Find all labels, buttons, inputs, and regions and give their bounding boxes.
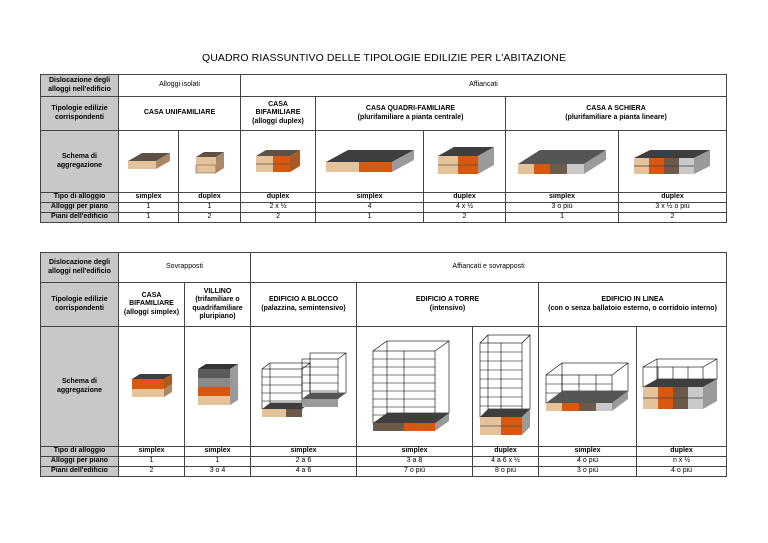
type-casa-quadrifamiliare: CASA QUADRI-FAMILIARE (plurifamiliare a pianta centrale) [316,97,506,131]
row-label-per-piano: Alloggi per piano [41,457,119,467]
schema-cell [424,131,506,193]
cell-tipo: simplex [506,193,619,203]
row-label-tipo: Tipo di alloggio [41,193,119,203]
cell-per-piano: 3 o più [506,203,619,213]
cell-piani: 2 [241,213,316,223]
group-alloggi-isolati: Alloggi isolati [119,75,241,97]
type-casa-unifamiliare: CASA UNIFAMILIARE [119,97,241,131]
cell-per-piano: 1 [119,203,179,213]
type-villino: VILLINO (trifamiliare o quadrifamiliare pluripiano) [185,283,251,327]
summary-table-sovrapposti [40,252,727,477]
cell-tipo: simplex [357,447,473,457]
schema-cell [241,131,316,193]
cell-piani: 2 [179,213,241,223]
type-edificio-in-linea: EDIFICIO IN LINEA (con o senza ballatoio esterno, o corridoio interno) [539,283,727,327]
row-label-dislocazione: Dislocazione degli alloggi nell'edificio [41,253,119,283]
cell-piani: 8 o più [473,467,539,477]
quadri-simplex-icon [322,142,418,182]
cell-piani: 4 o più [637,467,727,477]
schema-cell [119,131,179,193]
cell-tipo: duplex [424,193,506,203]
cell-tipo: simplex [539,447,637,457]
cell-piani: 3 o 4 [185,467,251,477]
cell-per-piano: n x ½ [637,457,727,467]
schema-cell [185,327,251,447]
row-label-piani: Piani dell'edificio [41,213,119,223]
schema-cell [251,327,357,447]
cell-tipo: simplex [185,447,251,457]
quadri-duplex-icon [432,140,498,184]
bifamiliare-duplex-icon [250,142,306,182]
summary-table-affiancati [40,74,727,223]
stack-two-icon [128,367,176,407]
cell-per-piano: 1 [119,457,185,467]
duplex-brown-icon [190,143,230,181]
group-sovrapposti: Sovrapposti [119,253,251,283]
cell-per-piano: 3 a 8 [357,457,473,467]
schema-cell [539,327,637,447]
cell-piani: 2 [119,467,185,477]
cell-per-piano: 4 [316,203,424,213]
type-casa-bifamiliare: CASA BIFAMILIARE (alloggi simplex) [119,283,185,327]
cell-piani: 1 [506,213,619,223]
cell-tipo: duplex [619,193,727,203]
cell-piani: 2 [424,213,506,223]
schema-cell [637,327,727,447]
cell-tipo: simplex [251,447,357,457]
cell-piani: 4 a 6 [251,467,357,477]
cell-piani: 2 [619,213,727,223]
schema-cell [619,131,727,193]
cell-per-piano: 4 o più [539,457,637,467]
cell-per-piano: 2 a 6 [251,457,357,467]
cell-piani: 1 [119,213,179,223]
group-affiancati: Affiancati [241,75,727,97]
cell-tipo: duplex [473,447,539,457]
type-casa-bifamiliare: CASA BIFAMILIARE (alloggi duplex) [241,97,316,131]
cell-tipo: duplex [241,193,316,203]
cell-tipo: simplex [316,193,424,203]
schiera-simplex-icon [514,142,610,182]
cell-per-piano: 4 a 6 x ½ [473,457,539,467]
schema-cell [473,327,539,447]
cell-piani: 3 o più [539,467,637,477]
cell-piani: 7 o più [357,467,473,477]
schema-cell [316,131,424,193]
type-edificio-a-torre: EDIFICIO A TORRE (intensivo) [357,283,539,327]
tower-wireframe-icon [367,335,463,439]
slab-brown-icon [124,145,174,179]
cell-tipo: duplex [179,193,241,203]
schema-cell [119,327,185,447]
block-wireframe-icon [256,349,352,425]
schiera-duplex-icon [630,142,716,182]
cell-piani: 1 [316,213,424,223]
row-label-tipologie: Tipologie edilizie corrispondenti [41,97,119,131]
stack-four-icon [194,359,242,415]
row-label-tipologie: Tipologie edilizie corrispondenti [41,283,119,327]
type-casa-a-schiera: CASA A SCHIERA (plurifamiliare a pianta lineare) [506,97,727,131]
row-label-schema: Schema di aggregazione [41,327,119,447]
schema-cell [506,131,619,193]
cell-tipo: duplex [637,447,727,457]
row-label-schema: Schema di aggregazione [41,131,119,193]
cell-per-piano: 2 x ½ [241,203,316,213]
row-label-piani: Piani dell'edificio [41,467,119,477]
page-title: QUADRO RIASSUNTIVO DELLE TIPOLOGIE EDILIZIE PER L'ABITAZIONE [201,52,567,64]
cell-tipo: simplex [119,193,179,203]
linea-simplex-icon [542,351,634,423]
linea-duplex-icon [639,351,725,423]
cell-tipo: simplex [119,447,185,457]
schema-cell [179,131,241,193]
row-label-per-piano: Alloggi per piano [41,203,119,213]
row-label-dislocazione: Dislocazione degli alloggi nell'edificio [41,75,119,97]
cell-per-piano: 3 x ½ o più [619,203,727,213]
row-label-tipo: Tipo di alloggio [41,447,119,457]
cell-per-piano: 1 [185,457,251,467]
schema-cell [357,327,473,447]
tower-duplex-icon [476,331,536,443]
cell-per-piano: 1 [179,203,241,213]
group-affiancati-e-sovrapposti: Affiancati e sovrapposti [251,253,727,283]
type-edificio-a-blocco: EDIFICIO A BLOCCO (palazzina, semintensivo) [251,283,357,327]
cell-per-piano: 4 x ½ [424,203,506,213]
